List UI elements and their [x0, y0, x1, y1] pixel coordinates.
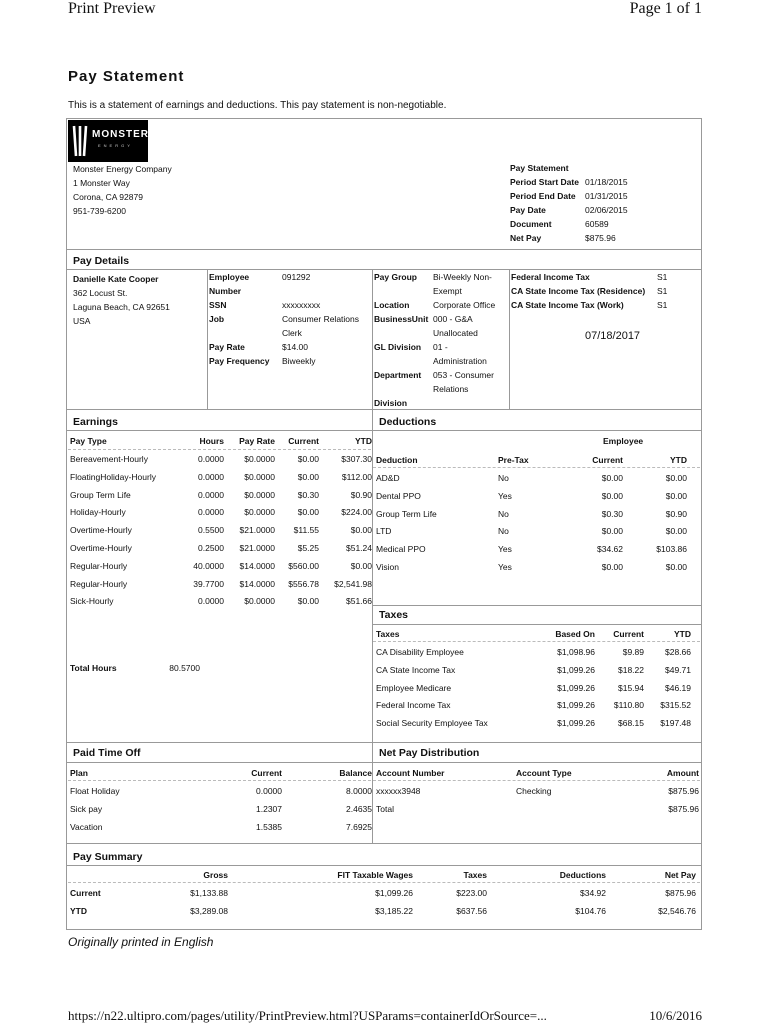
col-header: Net Pay [664, 870, 696, 880]
divider [67, 269, 701, 270]
divider [373, 467, 700, 468]
col-header: Deduction [376, 455, 418, 465]
deduction-cell: LTD [376, 526, 392, 537]
stmt-value: 60589 [585, 219, 609, 229]
tax-status-label: Federal Income Tax [511, 272, 590, 282]
earnings-cell: $560.00 [288, 560, 319, 571]
statement-heading: Pay Statement [510, 163, 569, 173]
col-header: Account Type [516, 768, 572, 778]
tax-status-value: S1 [657, 272, 668, 282]
deduction-cell: $0.90 [665, 508, 687, 519]
pto-cell: 1.2307 [256, 804, 282, 814]
pto-cell: Vacation [70, 822, 103, 832]
pay-details-heading: Pay Details [73, 255, 130, 267]
deductions-heading: Deductions [379, 416, 437, 428]
detail-label: Division [374, 398, 408, 408]
divider [67, 249, 701, 250]
tax-cell: $1,098.96 [557, 647, 595, 657]
earnings-cell: $0.00 [350, 525, 372, 536]
printed-language-note: Originally printed in English [68, 935, 214, 949]
divider [67, 762, 701, 763]
detail-label: Employee [209, 272, 250, 282]
col-header: Account Number [376, 768, 445, 778]
tax-status-label: CA State Income Tax (Residence) [511, 286, 646, 296]
pay-group-value: Bi-Weekly Non- [433, 272, 492, 282]
stmt-value: $875.96 [585, 233, 616, 243]
summary-cell: $875.96 [665, 888, 696, 898]
col-header: Current [288, 436, 319, 446]
summary-cell: $34.92 [580, 888, 606, 898]
employee-name: Danielle Kate Cooper [73, 274, 159, 284]
detail-label: Pay Group [374, 272, 417, 282]
earnings-cell: $112.00 [341, 471, 372, 482]
tax-cell: $9.89 [622, 647, 644, 657]
earnings-cell: $2,541.98 [334, 578, 372, 589]
deduction-cell: $0.00 [601, 473, 623, 483]
earnings-cell: $0.90 [350, 489, 372, 500]
divider [373, 780, 700, 781]
divider [67, 742, 701, 743]
stmt-label: Period Start Date [510, 177, 579, 187]
job-value: Clerk [282, 328, 302, 338]
earnings-cell: $0.0000 [244, 454, 275, 464]
divider [67, 409, 701, 410]
earnings-cell: $0.0000 [244, 471, 275, 482]
earnings-cell: $556.78 [288, 578, 319, 589]
deduction-cell: No [498, 473, 509, 483]
earnings-cell: Regular-Hourly [70, 578, 128, 589]
detail-label: Department [374, 370, 422, 380]
earnings-cell: $0.0000 [244, 507, 275, 518]
page-indicator: Page 1 of 1 [629, 0, 702, 17]
earnings-cell: 0.0000 [198, 454, 224, 464]
divider [372, 270, 373, 409]
col-header: Hours [199, 436, 224, 446]
deduction-cell: AD&D [376, 473, 400, 483]
deduction-cell: $34.62 [597, 544, 623, 555]
employee-address: Laguna Beach, CA 92651 [73, 302, 170, 312]
deduction-cell: $0.00 [665, 473, 687, 483]
pto-cell: Float Holiday [70, 786, 120, 796]
summary-cell: $2,546.76 [658, 906, 696, 916]
summary-cell: $637.56 [456, 906, 487, 916]
employee-address: 362 Locust St. [73, 288, 128, 298]
summary-cell: $3,289.08 [190, 906, 228, 916]
gl-division-value: Administration [433, 356, 487, 366]
detail-label: BusinessUnit [374, 314, 429, 324]
company-line: Corona, CA 92879 [73, 192, 143, 202]
pto-cell: 8.0000 [346, 786, 372, 796]
col-header: Pay Type [70, 436, 107, 446]
col-header: Pay Rate [239, 436, 275, 446]
page-subtitle: This is a statement of earnings and deductions. This pay statement is non-negotiable. [68, 100, 447, 111]
deduction-cell: Dental PPO [376, 490, 421, 501]
page-url: https://n22.ultipro.com/pages/utility/PrintPreview.html?USParams=containerIdOrSource=... [68, 1008, 547, 1023]
company-line: Monster Energy Company [73, 164, 172, 174]
divider [207, 270, 208, 409]
earnings-cell: $224.00 [341, 507, 372, 518]
handwritten-date: 07/18/2017 [585, 330, 641, 342]
earnings-cell: Overtime-Hourly [70, 525, 132, 536]
earnings-cell: 40.0000 [193, 560, 224, 571]
pay-frequency-value: Biweekly [282, 356, 316, 366]
company-line: 1 Monster Way [73, 178, 130, 188]
tax-cell: CA Disability Employee [376, 647, 464, 657]
pay-group-value: Exempt [433, 286, 462, 296]
tax-cell: $15.94 [618, 682, 644, 693]
deduction-cell: Yes [498, 490, 512, 501]
earnings-cell: 0.5500 [198, 525, 224, 536]
earnings-cell: 0.0000 [198, 471, 224, 482]
summary-cell: Current [70, 888, 101, 898]
stmt-label: Pay Date [510, 205, 546, 215]
tax-cell: $110.80 [613, 700, 644, 711]
pto-cell: 0.0000 [256, 786, 282, 796]
deduction-cell: Yes [498, 562, 512, 572]
earnings-cell: $0.00 [297, 454, 319, 464]
col-header: Based On [555, 629, 595, 639]
tax-cell: Employee Medicare [376, 682, 452, 693]
company-line: 951-739-6200 [73, 206, 126, 216]
col-header: YTD [670, 455, 687, 465]
col-header: Current [251, 768, 282, 778]
divider [373, 605, 701, 606]
deduction-cell: Yes [498, 544, 512, 555]
logo-wordmark: MONSTER [92, 129, 149, 140]
pay-rate-value: $14.00 [282, 342, 308, 352]
summary-cell: $223.00 [456, 888, 487, 898]
earnings-cell: 0.0000 [198, 507, 224, 518]
divider [372, 410, 373, 742]
divider [373, 641, 700, 642]
monster-claw-icon [72, 124, 90, 158]
employee-number: 091292 [282, 272, 311, 282]
tax-cell: $1,099.26 [557, 700, 595, 711]
earnings-cell: 0.2500 [198, 543, 224, 553]
total-hours-value: 80.5700 [169, 663, 200, 673]
tax-cell: $1,099.26 [557, 664, 595, 675]
col-header: YTD [355, 436, 372, 446]
earnings-cell: $0.0000 [244, 489, 275, 500]
print-date: 10/6/2016 [649, 1008, 702, 1023]
col-header: Taxes [463, 870, 487, 880]
pto-cell: Sick pay [70, 804, 103, 814]
col-header: Gross [203, 870, 228, 880]
col-header: Plan [70, 768, 88, 778]
tax-cell: $46.19 [665, 682, 691, 693]
net-pay-account: xxxxxx3948 [376, 786, 421, 796]
col-header: Pre-Tax [498, 455, 529, 465]
divider [68, 780, 371, 781]
business-unit-value: Unallocated [433, 328, 478, 338]
stmt-label: Net Pay [510, 233, 542, 243]
tax-cell: $1,099.26 [557, 718, 595, 729]
earnings-cell: $21.0000 [239, 543, 275, 553]
detail-label: SSN [209, 300, 227, 310]
earnings-cell: Bereavement-Hourly [70, 454, 148, 464]
divider [372, 743, 373, 843]
deduction-cell: $0.00 [601, 562, 623, 572]
earnings-cell: Group Term Life [70, 489, 131, 500]
tax-status-label: CA State Income Tax (Work) [511, 300, 624, 310]
deductions-group-label: Employee [603, 436, 644, 446]
summary-cell: $104.76 [575, 906, 606, 916]
tax-status-value: S1 [657, 286, 668, 296]
job-value: Consumer Relations [282, 314, 360, 324]
department-value: 053 - Consumer [433, 370, 494, 380]
summary-cell: $1,099.26 [375, 888, 413, 898]
pto-heading: Paid Time Off [73, 747, 141, 759]
earnings-cell: $5.25 [297, 543, 319, 553]
col-header: Deductions [559, 870, 606, 880]
deduction-cell: $0.00 [665, 490, 687, 501]
net-pay-heading: Net Pay Distribution [379, 747, 480, 759]
divider [68, 882, 700, 883]
earnings-cell: $14.0000 [239, 578, 275, 589]
department-value: Relations [433, 384, 469, 394]
detail-label: GL Division [374, 342, 422, 352]
earnings-cell: $0.00 [297, 471, 319, 482]
earnings-heading: Earnings [73, 416, 118, 428]
deduction-cell: $0.00 [601, 526, 623, 537]
print-preview-label: Print Preview [68, 0, 156, 17]
employee-address: USA [73, 316, 91, 326]
earnings-cell: $0.00 [297, 507, 319, 518]
earnings-cell: 0.0000 [198, 596, 224, 607]
tax-cell: $28.66 [665, 647, 691, 657]
divider [509, 270, 510, 409]
col-header: YTD [674, 629, 691, 639]
earnings-cell: $0.00 [350, 560, 372, 571]
col-header: Amount [666, 768, 699, 778]
pto-cell: 2.4635 [346, 804, 372, 814]
stmt-label: Document [510, 219, 552, 229]
gl-division-value: 01 - [433, 342, 448, 352]
summary-cell: $3,185.22 [375, 906, 413, 916]
tax-cell: $197.48 [660, 718, 691, 729]
earnings-cell: 0.0000 [198, 489, 224, 500]
net-pay-total-value: $875.96 [668, 804, 699, 814]
earnings-cell: Sick-Hourly [70, 596, 114, 607]
col-header: Balance [339, 768, 372, 778]
earnings-cell: $307.30 [341, 454, 372, 464]
earnings-cell: $14.0000 [239, 560, 275, 571]
earnings-cell: $0.0000 [244, 596, 275, 607]
deduction-cell: $0.30 [601, 508, 623, 519]
detail-label: Pay Frequency [209, 356, 270, 366]
tax-cell: CA State Income Tax [376, 664, 456, 675]
deduction-cell: $0.00 [665, 526, 687, 537]
stmt-value: 02/06/2015 [585, 205, 628, 215]
divider [68, 449, 371, 450]
earnings-cell: 39.7700 [193, 578, 224, 589]
net-pay-type: Checking [516, 786, 552, 796]
earnings-cell: $21.0000 [239, 525, 275, 536]
net-pay-amount: $875.96 [668, 786, 699, 796]
tax-cell: $68.15 [618, 718, 644, 729]
total-hours-label: Total Hours [70, 663, 117, 673]
earnings-cell: $11.55 [293, 525, 319, 536]
location-value: Corporate Office [433, 300, 496, 310]
earnings-cell: Holiday-Hourly [70, 507, 126, 518]
stmt-value: 01/18/2015 [585, 177, 628, 187]
col-header: Current [613, 629, 644, 639]
stmt-label: Period End Date [510, 191, 576, 201]
net-pay-total-label: Total [376, 804, 394, 814]
divider [67, 843, 701, 844]
col-header: Current [592, 455, 623, 465]
deduction-cell: No [498, 526, 509, 537]
detail-label: Pay Rate [209, 342, 245, 352]
detail-label: Location [374, 300, 410, 310]
earnings-cell: $51.24 [346, 543, 372, 553]
summary-cell: $1,133.88 [190, 888, 228, 898]
pay-summary-heading: Pay Summary [73, 851, 143, 863]
col-header: Taxes [376, 629, 400, 639]
deduction-cell: Medical PPO [376, 544, 426, 555]
pto-cell: 1.5385 [256, 822, 282, 832]
tax-cell: $1,099.26 [557, 682, 595, 693]
deduction-cell: No [498, 508, 509, 519]
divider [67, 865, 701, 866]
tax-cell: Social Security Employee Tax [376, 718, 488, 729]
pto-cell: 7.6925 [346, 822, 372, 832]
deduction-cell: $0.00 [665, 562, 687, 572]
earnings-cell: $0.30 [297, 489, 319, 500]
tax-cell: Federal Income Tax [376, 700, 451, 711]
detail-label: Number [209, 286, 242, 296]
earnings-cell: Regular-Hourly [70, 560, 128, 571]
deduction-cell: $0.00 [601, 490, 623, 501]
earnings-cell: FloatingHoliday-Hourly [70, 471, 156, 482]
earnings-cell: Overtime-Hourly [70, 543, 132, 553]
divider [67, 430, 701, 431]
tax-cell: $315.52 [660, 700, 691, 711]
divider [373, 624, 701, 625]
col-header: FIT Taxable Wages [337, 870, 413, 880]
company-logo [68, 120, 148, 162]
tax-cell: $49.71 [665, 664, 691, 675]
stmt-value: 01/31/2015 [585, 191, 628, 201]
summary-cell: YTD [70, 906, 87, 916]
taxes-heading: Taxes [379, 609, 408, 621]
deduction-cell: $103.86 [656, 544, 687, 555]
page-title: Pay Statement [68, 68, 185, 85]
tax-status-value: S1 [657, 300, 668, 310]
deduction-cell: Vision [376, 562, 399, 572]
earnings-cell: $51.66 [346, 596, 372, 607]
logo-tagline: ENERGY [98, 143, 133, 148]
ssn-value: xxxxxxxxx [282, 300, 321, 310]
earnings-cell: $0.00 [297, 596, 319, 607]
business-unit-value: 000 - G&A [433, 314, 473, 324]
tax-cell: $18.22 [618, 664, 644, 675]
deduction-cell: Group Term Life [376, 508, 437, 519]
detail-label: Job [209, 314, 225, 324]
